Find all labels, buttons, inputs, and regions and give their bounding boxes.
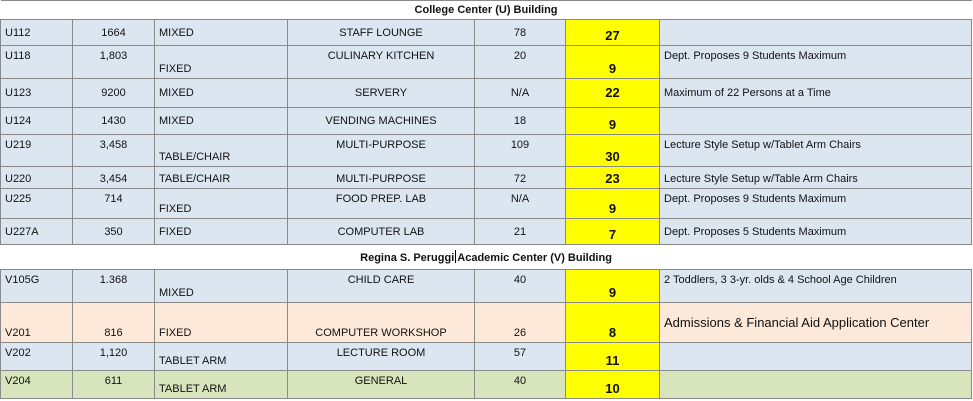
- table-row[interactable]: [1, 219, 972, 245]
- note-cell[interactable]: Maximum of 22 Persons at a Time: [660, 79, 972, 108]
- sqft-cell[interactable]: 350: [73, 219, 155, 245]
- sqft-cell[interactable]: 1430: [73, 108, 155, 135]
- room-cell[interactable]: U123: [1, 79, 73, 108]
- table-row[interactable]: [1, 189, 972, 219]
- seating-type-cell[interactable]: MIXED: [155, 270, 288, 303]
- note-cell[interactable]: [660, 371, 972, 399]
- room-use-cell[interactable]: CULINARY KITCHEN: [288, 46, 475, 79]
- table-row[interactable]: [1, 135, 972, 167]
- section-title-part-2: Academic Center (V) Building: [457, 252, 612, 264]
- max-occupancy-cell[interactable]: 7: [566, 219, 660, 245]
- room-use-cell[interactable]: COMPUTER LAB: [288, 219, 475, 245]
- max-occupancy-cell[interactable]: 23: [566, 167, 660, 189]
- capacity-cell[interactable]: 21: [475, 219, 566, 245]
- seating-type-cell[interactable]: MIXED: [155, 20, 288, 46]
- seating-type-cell[interactable]: FIXED: [155, 189, 288, 219]
- note-cell[interactable]: Lecture Style Setup w/Table Arm Chairs: [660, 167, 972, 189]
- room-cell[interactable]: V202: [1, 343, 73, 371]
- sqft-cell[interactable]: 1,120: [73, 343, 155, 371]
- max-occupancy-cell[interactable]: 9: [566, 189, 660, 219]
- table-row[interactable]: [1, 46, 972, 79]
- sqft-cell[interactable]: 611: [73, 371, 155, 399]
- note-cell[interactable]: Admissions & Financial Aid Application Center: [660, 303, 972, 343]
- capacity-cell[interactable]: N/A: [475, 189, 566, 219]
- table-row[interactable]: [1, 371, 972, 399]
- max-occupancy-cell[interactable]: 9: [566, 108, 660, 135]
- capacity-cell[interactable]: 40: [475, 371, 566, 399]
- seating-type-cell[interactable]: TABLET ARM: [155, 371, 288, 399]
- max-occupancy-cell[interactable]: 10: [566, 371, 660, 399]
- table-row[interactable]: [1, 20, 972, 46]
- note-cell[interactable]: [660, 343, 972, 371]
- table-row[interactable]: [1, 303, 972, 343]
- seating-type-cell[interactable]: MIXED: [155, 79, 288, 108]
- table-row[interactable]: [1, 79, 972, 108]
- section-title: [1, 245, 972, 270]
- capacity-cell[interactable]: 26: [475, 303, 566, 343]
- max-occupancy-cell[interactable]: 30: [566, 135, 660, 167]
- max-occupancy-cell[interactable]: 8: [566, 303, 660, 343]
- room-use-cell[interactable]: MULTI-PURPOSE: [288, 167, 475, 189]
- room-use-cell[interactable]: MULTI-PURPOSE: [288, 135, 475, 167]
- sqft-cell[interactable]: 714: [73, 189, 155, 219]
- capacity-cell[interactable]: 57: [475, 343, 566, 371]
- room-cell[interactable]: V105G: [1, 270, 73, 303]
- seating-type-cell[interactable]: FIXED: [155, 303, 288, 343]
- note-cell[interactable]: Lecture Style Setup w/Tablet Arm Chairs: [660, 135, 972, 167]
- room-use-cell[interactable]: SERVERY: [288, 79, 475, 108]
- note-cell[interactable]: Dept. Proposes 5 Students Maximum: [660, 219, 972, 245]
- room-cell[interactable]: U225: [1, 189, 73, 219]
- sqft-cell[interactable]: 1.368: [73, 270, 155, 303]
- note-cell[interactable]: [660, 108, 972, 135]
- section-header-college-center: [1, 1, 972, 20]
- sqft-cell[interactable]: 9200: [73, 79, 155, 108]
- sqft-cell[interactable]: 816: [73, 303, 155, 343]
- table-row[interactable]: [1, 343, 972, 371]
- room-use-cell[interactable]: COMPUTER WORKSHOP: [288, 303, 475, 343]
- seating-type-cell[interactable]: TABLE/CHAIR: [155, 167, 288, 189]
- room-cell[interactable]: U124: [1, 108, 73, 135]
- max-occupancy-cell[interactable]: 9: [566, 270, 660, 303]
- note-cell[interactable]: Dept. Proposes 9 Students Maximum: [660, 46, 972, 79]
- table-row[interactable]: [1, 270, 972, 303]
- room-use-cell[interactable]: CHILD CARE: [288, 270, 475, 303]
- table-row[interactable]: [1, 108, 972, 135]
- sqft-cell[interactable]: 1664: [73, 20, 155, 46]
- section-header-academic-center: [1, 245, 972, 270]
- room-cell[interactable]: U220: [1, 167, 73, 189]
- max-occupancy-cell[interactable]: 22: [566, 79, 660, 108]
- room-cell[interactable]: U219: [1, 135, 73, 167]
- capacity-cell[interactable]: 72: [475, 167, 566, 189]
- room-cell[interactable]: V201: [1, 303, 73, 343]
- room-cell[interactable]: U227A: [1, 219, 73, 245]
- room-use-cell[interactable]: FOOD PREP. LAB: [288, 189, 475, 219]
- sqft-cell[interactable]: 3,458: [73, 135, 155, 167]
- seating-type-cell[interactable]: MIXED: [155, 108, 288, 135]
- capacity-cell[interactable]: 40: [475, 270, 566, 303]
- max-occupancy-cell[interactable]: 9: [566, 46, 660, 79]
- seating-type-cell[interactable]: FIXED: [155, 219, 288, 245]
- room-cell[interactable]: U118: [1, 46, 73, 79]
- note-cell[interactable]: 2 Toddlers, 3 3-yr. olds & 4 School Age Children: [660, 270, 972, 303]
- table-row[interactable]: [1, 167, 972, 189]
- capacity-cell[interactable]: N/A: [475, 79, 566, 108]
- room-use-cell[interactable]: GENERAL: [288, 371, 475, 399]
- room-cell[interactable]: U112: [1, 20, 73, 46]
- section-title-part-1: Regina S. Peruggi: [360, 252, 455, 264]
- room-cell[interactable]: V204: [1, 371, 73, 399]
- max-occupancy-cell[interactable]: 11: [566, 343, 660, 371]
- room-use-cell[interactable]: STAFF LOUNGE: [288, 20, 475, 46]
- note-cell[interactable]: [660, 20, 972, 46]
- capacity-cell[interactable]: 109: [475, 135, 566, 167]
- seating-type-cell[interactable]: TABLE/CHAIR: [155, 135, 288, 167]
- max-occupancy-cell[interactable]: 27: [566, 20, 660, 46]
- note-cell[interactable]: Dept. Proposes 9 Students Maximum: [660, 189, 972, 219]
- capacity-cell[interactable]: 78: [475, 20, 566, 46]
- seating-type-cell[interactable]: FIXED: [155, 46, 288, 79]
- capacity-cell[interactable]: 20: [475, 46, 566, 79]
- section-title: College Center (U) Building: [1, 1, 972, 20]
- sqft-cell[interactable]: 3,454: [73, 167, 155, 189]
- room-use-cell[interactable]: VENDING MACHINES: [288, 108, 475, 135]
- room-use-cell[interactable]: LECTURE ROOM: [288, 343, 475, 371]
- capacity-cell[interactable]: 18: [475, 108, 566, 135]
- sqft-cell[interactable]: 1,803: [73, 46, 155, 79]
- seating-type-cell[interactable]: TABLET ARM: [155, 343, 288, 371]
